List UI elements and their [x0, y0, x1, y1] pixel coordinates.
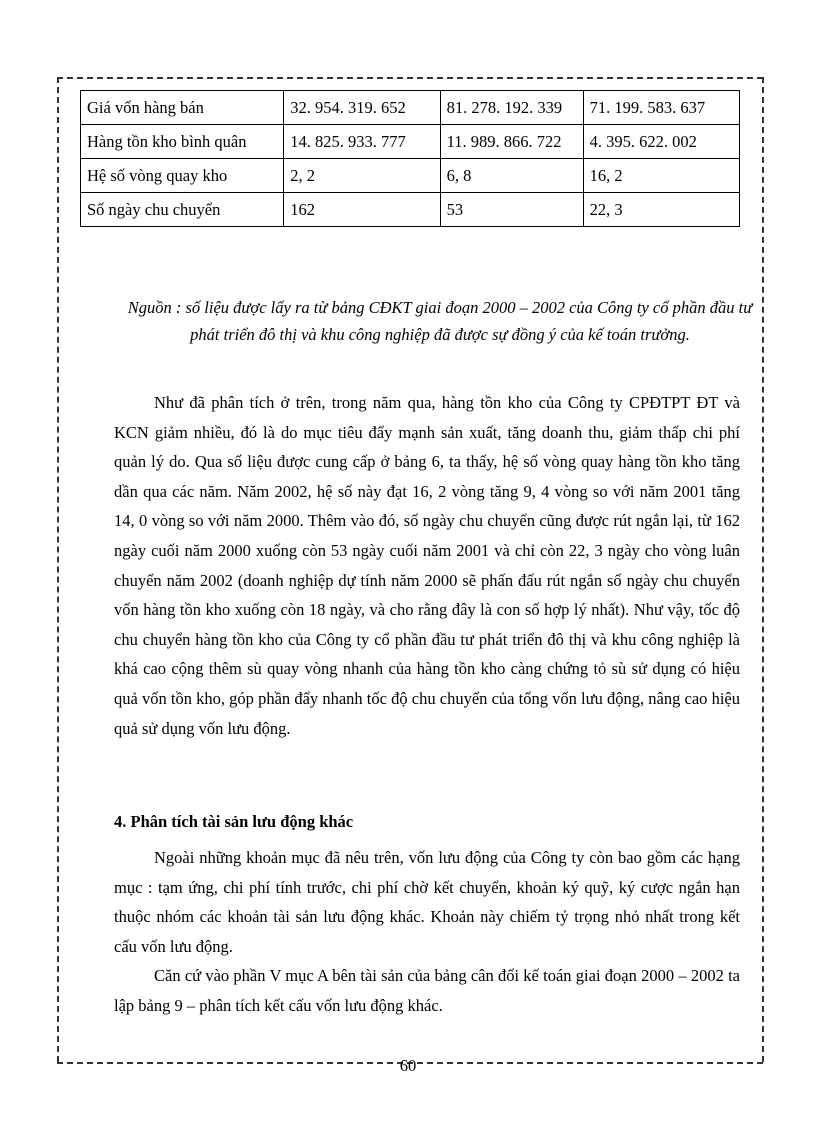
section-heading: 4. Phân tích tài sản lưu động khác: [114, 812, 354, 831]
table-cell: 14. 825. 933. 777: [284, 125, 440, 159]
body-paragraph: Căn cứ vào phần V mục A bên tài sản của bảng cân đối kế toán giai đoạn 2000 – 2002 ta lập bảng 9 – phân tích kết cấu vốn lưu động khác.: [114, 966, 740, 1015]
inventory-table: [80, 90, 740, 227]
table-cell: 81. 278. 192. 339: [440, 91, 583, 125]
table-row: [81, 193, 740, 227]
table-cell: Hệ số vòng quay kho: [81, 159, 284, 193]
page-frame-left: [57, 77, 59, 1062]
table-cell: 22, 3: [583, 193, 739, 227]
page-frame-top: [57, 77, 763, 79]
table-cell: 71. 199. 583. 637: [583, 91, 739, 125]
table-row: [81, 91, 740, 125]
table-cell: 32. 954. 319. 652: [284, 91, 440, 125]
table-cell: 162: [284, 193, 440, 227]
table-cell: 4. 395. 622. 002: [583, 125, 739, 159]
table-row: [81, 159, 740, 193]
table-cell: 6, 8: [440, 159, 583, 193]
table-cell: 53: [440, 193, 583, 227]
page-frame-right: [762, 77, 764, 1062]
table-cell: Số ngày chu chuyển: [81, 193, 284, 227]
table-cell: 16, 2: [583, 159, 739, 193]
body-paragraph: Như đã phân tích ở trên, trong năm qua, hàng tồn kho của Công ty CPĐTPT ĐT và KCN giảm nhiều, đó là do mục tiêu đẩy mạnh sản xuất, tăng doanh thu, giảm thấp chi phí quản lý do. Qua số liệu được cung cấp ở bảng 6, ta thấy, hệ số vòng quay hàng tồn kho tăng dần qua các năm. Năm 2002, hệ số này đạt 16, 2 vòng tăng 9, 4 vòng so với năm 2001 tăng 14, 0 vòng so với năm 2000. Thêm vào đó, số ngày chu chuyển cũng được rút ngắn lại, từ 162 ngày cuối năm 2000 xuống còn 53 ngày cuối năm 2001 và chỉ còn 22, 3 ngày cho vòng luân chuyển năm 2002 (doanh nghiệp dự tính năm 2000 sẽ phấn đấu rút ngắn số ngày chu chuyển vốn hàng tồn kho xuống còn 18 ngày, và cho rằng đây là con số hợp lý nhất). Như vậy, tốc độ chu chuyển hàng tồn kho của Công ty cổ phần đầu tư phát triển đô thị và khu công nghiệp là khá cao cộng thêm sù quay vòng nhanh của hàng tồn kho càng chứng tỏ sù sử dụng có hiệu quả vốn tồn kho, góp phần đẩy nhanh tốc độ chu chuyển của tổng vốn lưu động, nâng cao hiệu quả sử dụng vốn lưu động.: [114, 393, 740, 738]
page-number: 60: [399, 1056, 417, 1075]
body-paragraph: Ngoài những khoản mục đã nêu trên, vốn lưu động của Công ty còn bao gồm các hạng mục : tạm ứng, chi phí tính trước, chi phí chờ kết chuyển, khoản ký quỹ, ký cược ngắn hạn thuộc nhóm các khoản tài sản lưu động khác. Khoản này chiếm tỷ trọng nhỏ nhất trong kết cấu vốn lưu động.: [114, 848, 740, 956]
table-cell: 11. 989. 866. 722: [440, 125, 583, 159]
table-row: [81, 125, 740, 159]
table-cell: Hàng tồn kho bình quân: [81, 125, 284, 159]
table-source-note: Nguồn : số liệu được lấy ra từ bảng CĐKT giai đoạn 2000 – 2002 của Công ty cổ phần đầu tư phát triển đô thị và khu công nghiệp đã được sự đồng ý của kế toán trưởng.: [127, 298, 753, 344]
table-cell: 2, 2: [284, 159, 440, 193]
table-cell: Giá vốn hàng bán: [81, 91, 284, 125]
